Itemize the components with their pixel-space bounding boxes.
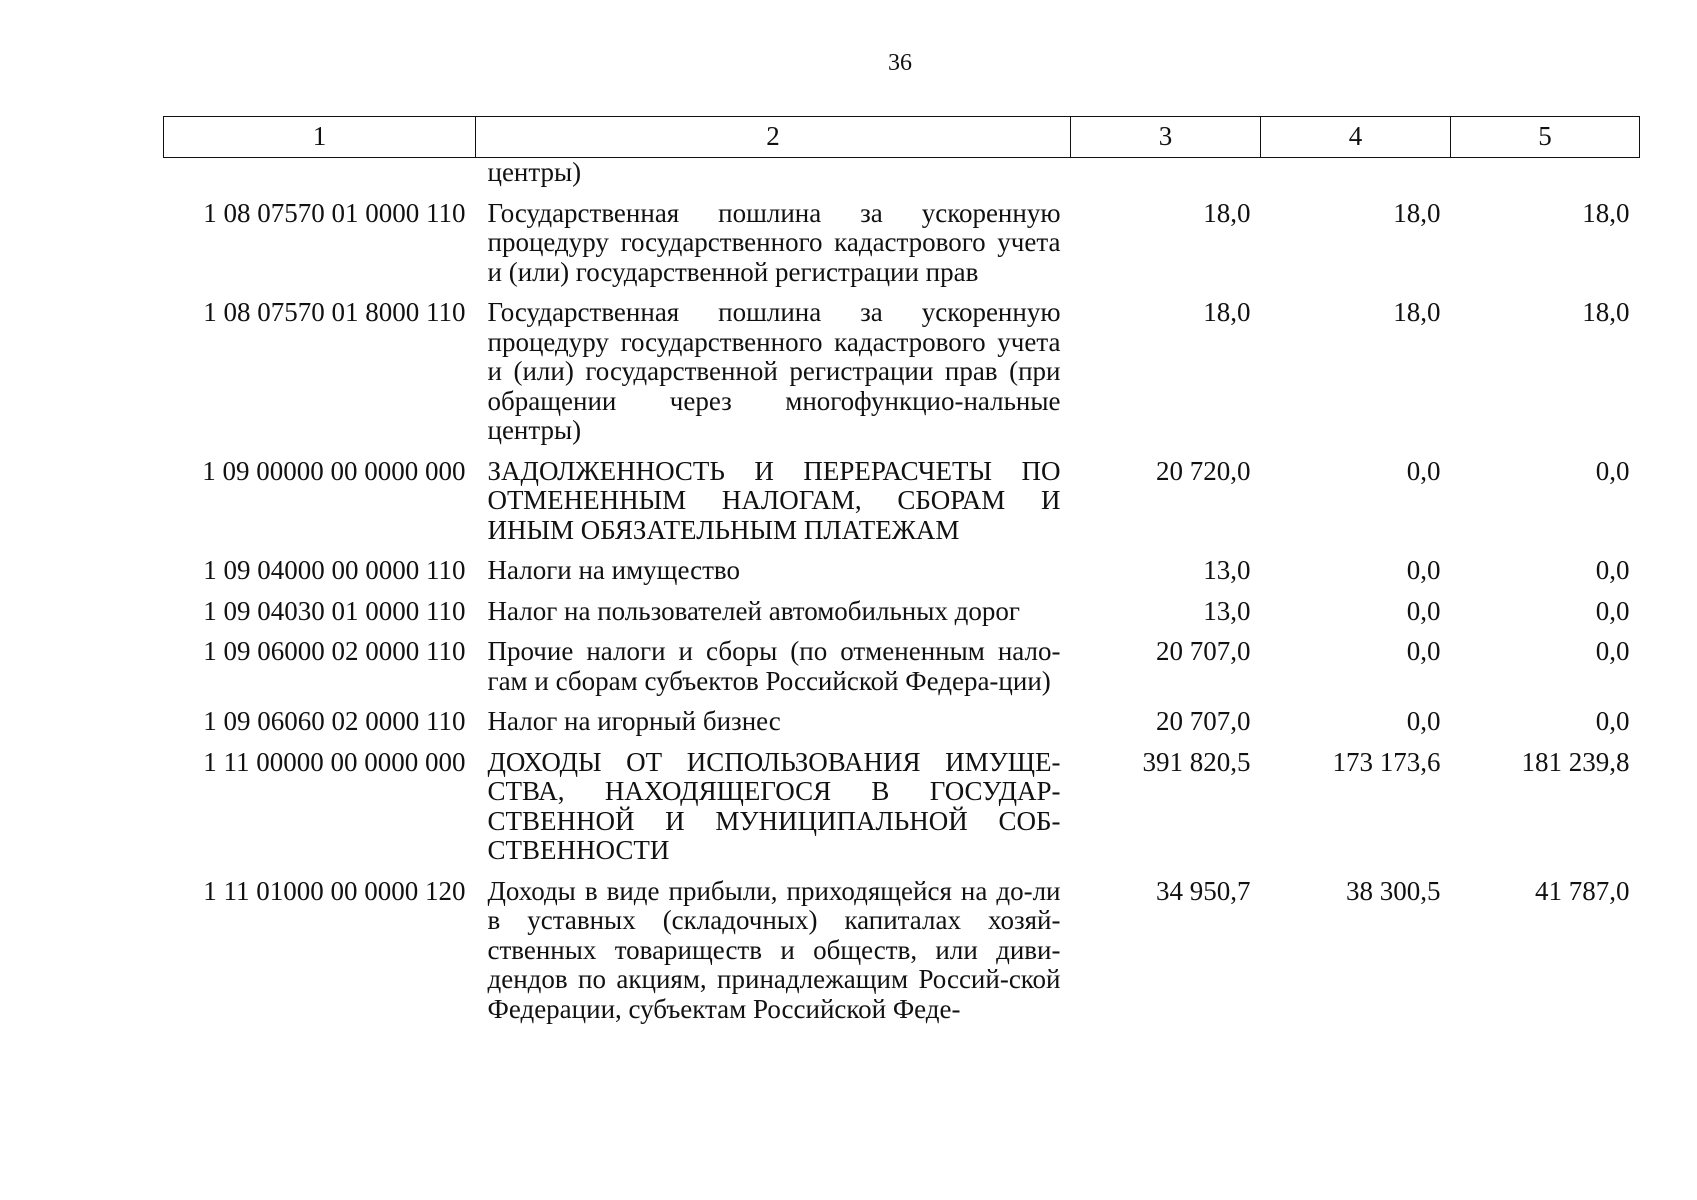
column-header-4: 4 bbox=[1261, 117, 1451, 158]
table-row bbox=[164, 199, 1640, 299]
revenue-name: Доходы в виде прибыли, приходящейся на до-ли в уставных (складочных) капиталах хозяй-ственных товариществ и обществ, или диви-дендов по акциям, принадлежащим Россий-ской Федерации, субъектам Российской Феде- bbox=[487, 875, 1061, 1024]
table-row bbox=[164, 556, 1640, 597]
table-row bbox=[164, 748, 1640, 877]
budget-code: 1 11 01000 00 0000 120 bbox=[203, 875, 466, 906]
revenue-name: Налоги на имущество bbox=[487, 555, 740, 585]
revenue-name: Государственная пошлина за ускоренную процедуру государственного кадастрового учета и (или) государственной регистрации прав (при обращении через многофункцио-нальные центры) bbox=[487, 297, 1061, 445]
revenue-name: Прочие налоги и сборы (по отмененным нало-гам и сборам субъектов Российской Федера-ции) bbox=[487, 636, 1061, 696]
table-row bbox=[164, 597, 1640, 638]
revenue-name: Государственная пошлина за ускоренную процедуру государственного кадастрового учета и (или) государственной регистрации прав bbox=[487, 197, 1061, 287]
value-col-4: 0,0 bbox=[1406, 706, 1441, 736]
budget-code: 1 09 04030 01 0000 110 bbox=[203, 595, 466, 626]
table-row bbox=[164, 637, 1640, 707]
value-col-4: 18,0 bbox=[1393, 197, 1441, 228]
table-row bbox=[164, 298, 1640, 457]
value-col-4: 38 300,5 bbox=[1346, 875, 1441, 906]
continuation-text: центры) bbox=[487, 157, 582, 187]
value-col-5: 0,0 bbox=[1595, 455, 1630, 486]
header-row bbox=[164, 117, 1640, 158]
table-row bbox=[164, 877, 1640, 1036]
table-row bbox=[164, 707, 1640, 748]
value-col-5: 41 787,0 bbox=[1535, 875, 1630, 906]
value-col-4: 0,0 bbox=[1406, 455, 1441, 486]
value-col-5: 18,0 bbox=[1582, 297, 1630, 327]
value-col-3: 18,0 bbox=[1203, 297, 1251, 327]
value-col-3: 20 707,0 bbox=[1156, 636, 1251, 666]
column-header-5: 5 bbox=[1451, 117, 1640, 158]
budget-code: 1 08 07570 01 0000 110 bbox=[203, 197, 466, 228]
revenue-name: ДОХОДЫ ОТ ИСПОЛЬЗОВАНИЯ ИМУЩЕ-СТВА, НАХОДЯЩЕГОСЯ В ГОСУДАР-СТВЕННОЙ И МУНИЦИПАЛЬНОЙ СОБ-СТВЕННОСТИ bbox=[487, 746, 1061, 865]
table-header bbox=[164, 117, 1640, 158]
value-col-5: 181 239,8 bbox=[1521, 746, 1630, 777]
budget-code: 1 09 00000 00 0000 000 bbox=[202, 455, 466, 486]
value-col-4: 18,0 bbox=[1393, 297, 1441, 327]
budget-code: 1 09 04000 00 0000 110 bbox=[203, 555, 466, 585]
table-body bbox=[164, 158, 1640, 1036]
continuation-empty-cell bbox=[1451, 158, 1640, 199]
value-col-4: 0,0 bbox=[1406, 555, 1441, 585]
value-col-4: 0,0 bbox=[1406, 595, 1441, 626]
value-col-3: 18,0 bbox=[1203, 197, 1251, 228]
budget-code: 1 09 06000 02 0000 110 bbox=[203, 636, 466, 666]
budget-code: 1 09 06060 02 0000 110 bbox=[203, 706, 466, 736]
value-col-5: 0,0 bbox=[1595, 706, 1630, 736]
value-col-3: 13,0 bbox=[1203, 555, 1251, 585]
continuation-empty-cell bbox=[1071, 158, 1261, 199]
column-header-2: 2 bbox=[476, 117, 1071, 158]
value-col-4: 173 173,6 bbox=[1332, 746, 1441, 777]
continuation-row bbox=[164, 158, 1640, 199]
value-col-5: 0,0 bbox=[1595, 636, 1630, 666]
budget-code: 1 11 00000 00 0000 000 bbox=[203, 746, 466, 777]
value-col-3: 391 820,5 bbox=[1142, 746, 1251, 777]
value-col-3: 34 950,7 bbox=[1156, 875, 1251, 906]
value-col-5: 18,0 bbox=[1582, 197, 1630, 228]
revenue-name: Налог на игорный бизнес bbox=[487, 706, 781, 736]
budget-revenue-table bbox=[163, 116, 1640, 1035]
continuation-empty-cell bbox=[1261, 158, 1451, 199]
page-number: 36 bbox=[888, 50, 912, 76]
column-header-1: 1 bbox=[164, 117, 476, 158]
revenue-name: ЗАДОЛЖЕННОСТЬ И ПЕРЕРАСЧЕТЫ ПО ОТМЕНЕННЫМ НАЛОГАМ, СБОРАМ И ИНЫМ ОБЯЗАТЕЛЬНЫМ ПЛАТЕЖАМ bbox=[487, 455, 1061, 545]
continuation-code-cell bbox=[164, 158, 476, 199]
value-col-5: 0,0 bbox=[1595, 595, 1630, 626]
budget-code: 1 08 07570 01 8000 110 bbox=[203, 297, 466, 327]
column-header-3: 3 bbox=[1071, 117, 1261, 158]
table-row bbox=[164, 457, 1640, 557]
value-col-5: 0,0 bbox=[1595, 555, 1630, 585]
value-col-3: 13,0 bbox=[1203, 595, 1251, 626]
value-col-3: 20 707,0 bbox=[1156, 706, 1251, 736]
revenue-name: Налог на пользователей автомобильных дорог bbox=[487, 595, 1020, 626]
value-col-4: 0,0 bbox=[1406, 636, 1441, 666]
value-col-3: 20 720,0 bbox=[1156, 455, 1251, 486]
